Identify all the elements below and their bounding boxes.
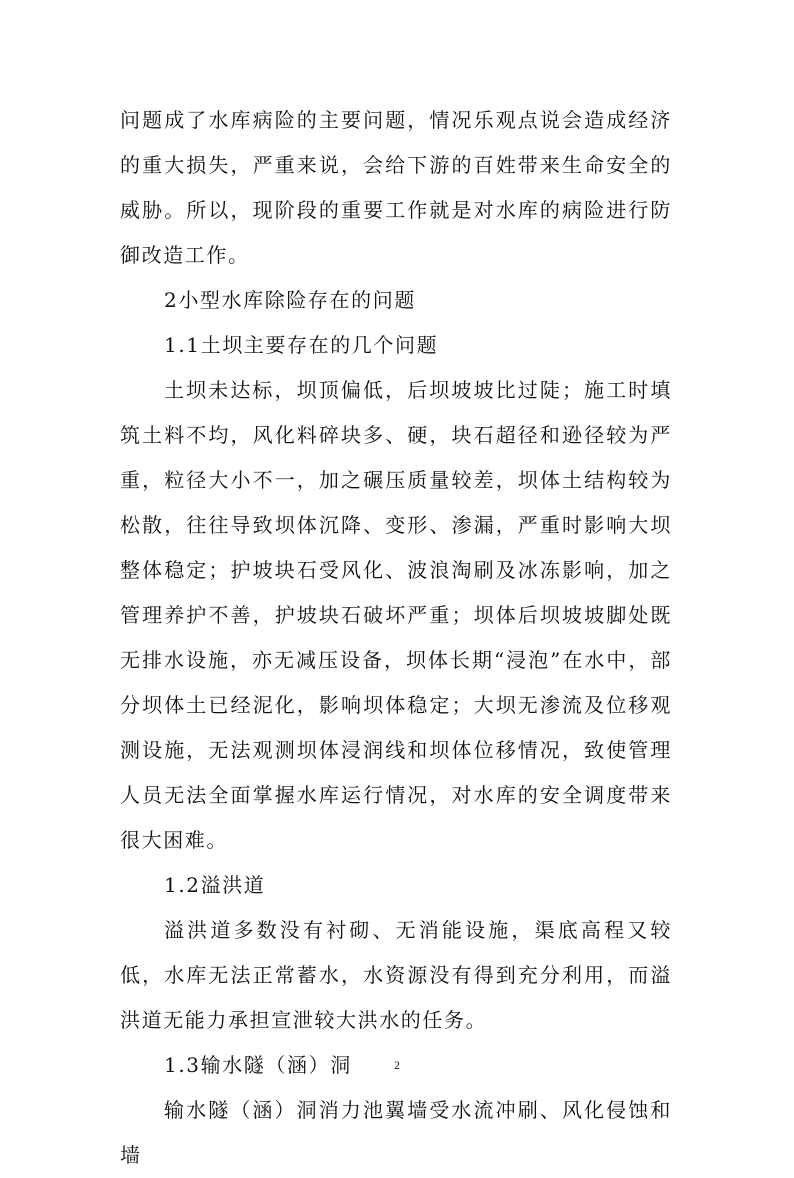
page-content [120,98,672,1178]
paragraph-spillway-issues: 溢洪道多数没有衬砌、无消能设施，渠底高程又较低，水库无法正常蓄水，水资源没有得到充分利用，而溢洪道无能力承担宣泄较大洪水的任务。 [120,918,672,1032]
paragraph-earth-dam-issues: 土坝未达标，坝顶偏低，后坝坡坡比过陡；施工时填筑土料不均，风化料碎块多、硬，块石超径和逊径较为严重，粒径大小不一，加之碾压质量较差，坝体土结构较为松散，往往导致坝体沉降、变形、渗漏，严重时影响大坝整体稳定；护坡块石受风化、波浪淘刷及冰冻影响，加之管理养护不善，护坡块石破坏严重；坝体后坝坡坡脚处既无排水设施，亦无减压设备，坝体长期“浸泡”在水中，部分坝体土已经泥化，影响坝体稳定；大坝无渗流及位移观测设施，无法观测坝体浸润线和坝体位移情况，致使管理人员无法全面掌握水库运行情况，对水库的安全调度带来很大困难。 [120,378,672,852]
subsection-heading-1-1: 1.1土坝主要存在的几个问题 [164,333,439,357]
subsection-heading-1-3: 1.3输水隧（涵）洞 [164,1053,352,1077]
page-number: 2 [394,1058,400,1072]
paragraph-tunnel-issues: 输水隧（涵）洞消力池翼墙受水流冲刷、风化侵蚀和墙 [120,1098,672,1167]
paragraph-intro-continuation: 问题成了水库病险的主要问题，情况乐观点说会造成经济的重大损失，严重来说，会给下游的百姓带来生命安全的威胁。所以，现阶段的重要工作就是对水库的病险进行防御改造工作。 [120,108,672,267]
subsection-heading-1-2: 1.2溢洪道 [164,873,266,897]
section-heading-2: 2小型水库除险存在的问题 [164,288,416,312]
